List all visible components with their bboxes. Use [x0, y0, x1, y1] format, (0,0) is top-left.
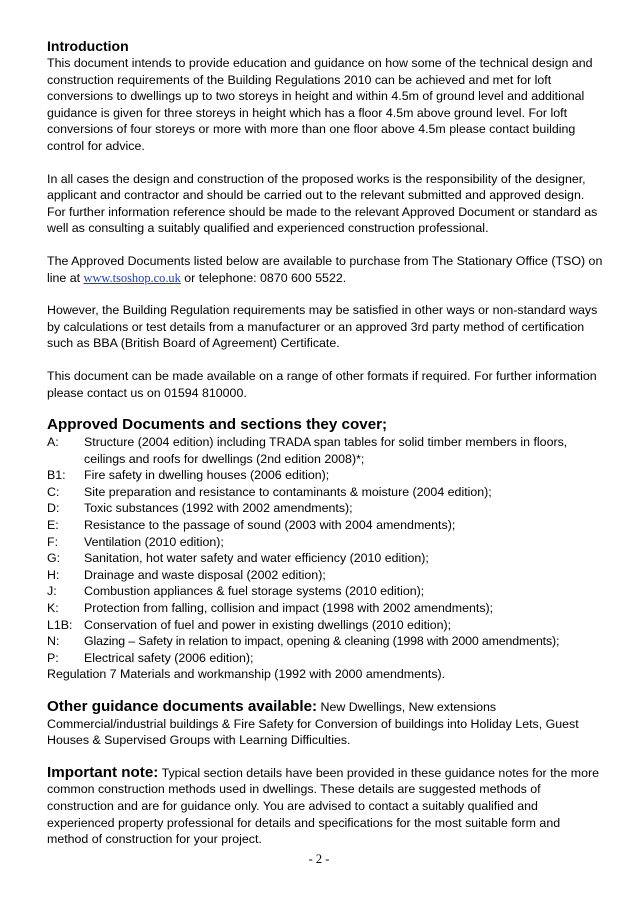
list-item-text: Structure (2004 edition) including TRADA span tables for solid timber members in floors, ceilings and roofs for dwellings (2nd edition 2008)*; [84, 435, 568, 466]
list-item [47, 600, 603, 617]
list-item-code: N: [47, 634, 60, 649]
list-item [47, 517, 603, 534]
important-note-paragraph [47, 765, 603, 848]
list-item [47, 550, 603, 567]
approved-documents-list [47, 434, 603, 666]
intro-paragraph-2: In all cases the design and construction of the proposed works is the responsibility of the designer, applicant and contractor and should be carried out to the relevant submitted and approved design. For further information reference should be made to the relevant Approved Document or standard as well as consulting a suitably qualified and experienced construction professional. [47, 171, 598, 236]
list-item-code: F: [47, 534, 59, 549]
list-item-code: G: [47, 551, 61, 566]
spacer [47, 749, 603, 765]
intro-paragraph-3 [47, 253, 603, 286]
important-note-text: Typical section details have been provided in these guidance notes for the more common construction methods used in dwellings. These details are suggested methods of construction and are for guidance only. You are advised to contact a suitably qualified and experienced property professional for details and specifications for the most suitable form and method of construction for your project. [47, 765, 599, 847]
other-guidance-paragraph [47, 699, 603, 749]
list-item [47, 583, 603, 600]
intro-paragraph-1: This document intends to provide education and guidance on how some of the technical design and construction requirements of the Building Regulations 2010 can be achieved and met for loft conversions to dwellings up to two storeys in height and within 4.5m of ground level and additional guidance is given for three storeys in height which has a floor 4.5m above ground level. For loft conversions of four storeys or more with more than one floor above 4.5m please contact building control for advice. [47, 56, 593, 153]
list-item [47, 617, 603, 634]
list-item [47, 484, 603, 501]
list-item-code: P: [47, 650, 59, 665]
list-item-code: H: [47, 567, 60, 582]
list-item-text: Glazing – Safety in relation to impact, opening & cleaning (1998 with 2000 amendments); [84, 634, 560, 649]
list-item-text: Drainage and waste disposal (2002 edition); [84, 567, 326, 582]
list-item-text: Conservation of fuel and power in existing dwellings (2010 edition); [84, 617, 452, 632]
list-item-code: L1B: [47, 617, 73, 632]
list-item-code: C: [47, 484, 60, 499]
intro-p3-after: or telephone: 0870 600 5522. [180, 270, 347, 285]
list-item-text: Ventilation (2010 edition); [84, 534, 224, 549]
list-item [47, 650, 603, 667]
list-item [47, 534, 603, 551]
list-item [47, 633, 603, 650]
tso-link[interactable]: www.tsoshop.co.uk [83, 270, 181, 285]
other-guidance-text: New Dwellings, New extensions Commercial/industrial buildings & Fire Safety for Conversion of buildings into Holiday Lets, Guest Houses & Supervised Groups with Learning Difficulties. [47, 700, 579, 748]
introduction-heading: Introduction [47, 38, 129, 54]
list-item-text: Combustion appliances & fuel storage systems (2010 edition); [84, 584, 425, 599]
page-number: - 2 - [308, 852, 330, 866]
list-item [47, 500, 603, 517]
regulation-7-line: Regulation 7 Materials and workmanship (1992 with 2000 amendments). [47, 667, 446, 682]
list-item-code: D: [47, 501, 60, 516]
document-page [47, 38, 603, 848]
list-item-text: Sanitation, hot water safety and water efficiency (2010 edition); [84, 551, 429, 566]
list-item [47, 567, 603, 584]
list-item-code: A: [47, 435, 59, 450]
list-item [47, 434, 603, 467]
list-item-text: Fire safety in dwelling houses (2006 edition); [84, 468, 330, 483]
intro-paragraph-4: However, the Building Regulation requirements may be satisfied in other ways or non-standard ways by calculations or test details from a manufacturer or an approved 3rd party method of certification such as BBA (British Board of Agreement) Certificate. [47, 303, 598, 351]
intro-paragraph-5: This document can be made available on a range of other formats if required. For further information please contact us on 01594 810000. [47, 368, 597, 400]
intro-p3-before: The Approved Documents listed below are available to purchase from The Stationary Office (TSO) on line at [47, 253, 603, 285]
list-item [47, 467, 603, 484]
list-item-text: Protection from falling, collision and impact (1998 with 2002 amendments); [84, 601, 494, 616]
list-item-text: Site preparation and resistance to contaminants & moisture (2004 edition); [84, 484, 492, 499]
other-guidance-heading: Other guidance documents available: [47, 698, 318, 715]
list-item-text: Toxic substances (1992 with 2002 amendments); [84, 501, 353, 516]
list-item-code: E: [47, 518, 59, 533]
list-item-code: B1: [47, 468, 66, 483]
list-item-text: Electrical safety (2006 edition); [84, 650, 254, 665]
spacer [47, 683, 603, 699]
list-item-text: Resistance to the passage of sound (2003 with 2004 amendments); [84, 518, 456, 533]
approved-documents-heading: Approved Documents and sections they cover; [47, 416, 388, 434]
important-note-heading: Important note: [47, 763, 159, 781]
list-item-code: J: [47, 584, 57, 599]
list-item-code: K: [47, 601, 59, 616]
